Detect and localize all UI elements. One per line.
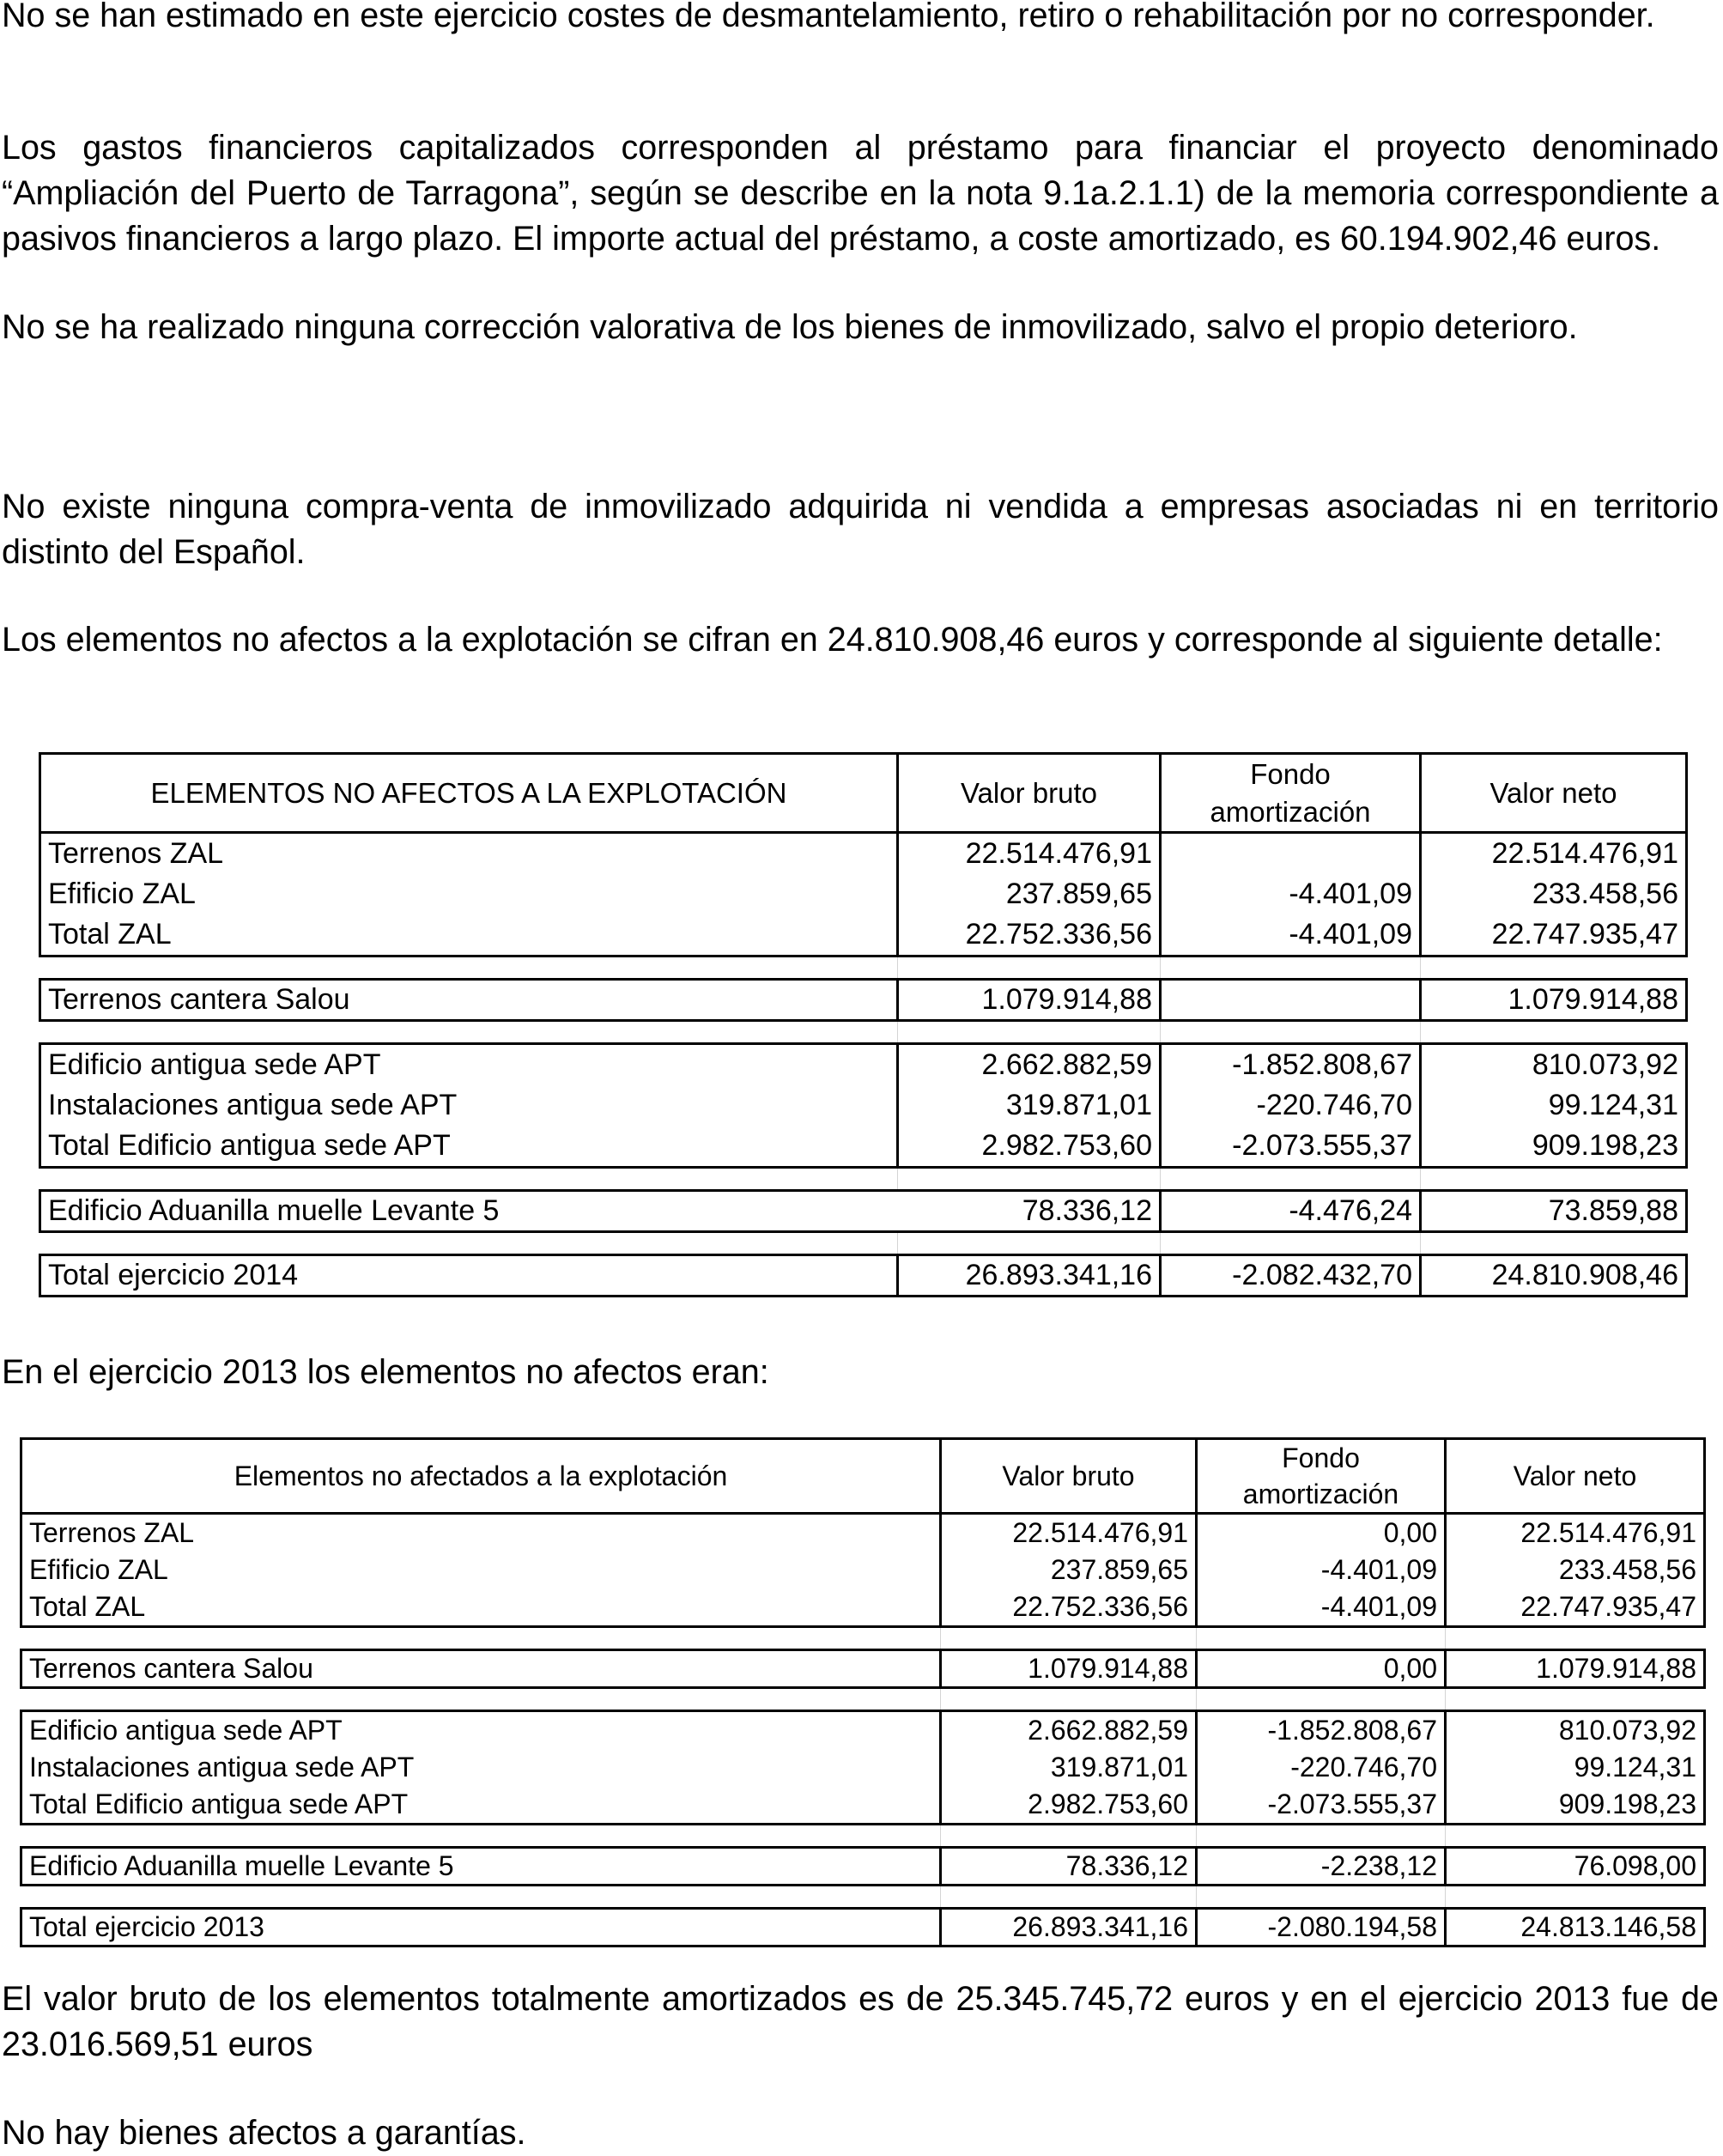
- spacer-row: [21, 1886, 1705, 1909]
- cell-valor-bruto: 2.982.753,60: [941, 1787, 1197, 1825]
- table-row: [21, 1514, 1705, 1552]
- paragraph-sales-purchases: No existe ninguna compra-venta de inmovilizado adquirida ni vendida a empresas asociadas ni en territorio distinto del Español.: [2, 488, 1719, 571]
- table-total-row: [40, 1255, 1687, 1297]
- row-label: Edificio Aduanilla muelle Levante 5: [40, 1191, 898, 1232]
- spacer-row: [21, 1627, 1705, 1650]
- cell-valor-neto: 24.810.908,46: [1421, 1255, 1687, 1297]
- cell-fondo: -1.852.808,67: [1161, 1044, 1421, 1085]
- cell-fondo: -2.080.194,58: [1197, 1909, 1446, 1946]
- table-2013: [20, 1437, 1706, 1947]
- table-row: [21, 1589, 1705, 1627]
- cell-fondo: -4.401,09: [1161, 874, 1421, 915]
- cell-fondo: -4.401,09: [1197, 1589, 1446, 1627]
- cell-valor-bruto: 1.079.914,88: [898, 980, 1161, 1021]
- cell-valor-neto: 909.198,23: [1421, 1127, 1687, 1168]
- cell-fondo: -2.082.432,70: [1161, 1255, 1421, 1297]
- row-label: Total ZAL: [21, 1589, 941, 1627]
- cell-valor-neto: 909.198,23: [1446, 1787, 1705, 1825]
- cell-valor-neto: 22.747.935,47: [1446, 1589, 1705, 1627]
- row-label: Total Edificio antigua sede APT: [21, 1787, 941, 1825]
- table-row: [40, 1191, 1687, 1232]
- cell-valor-neto: 810.073,92: [1421, 1044, 1687, 1085]
- cell-valor-bruto: 237.859,65: [898, 874, 1161, 915]
- header-valor-neto: Valor neto: [1446, 1439, 1705, 1514]
- header-concept: Elementos no afectados a la explotación: [21, 1439, 941, 1514]
- cell-fondo: [1161, 980, 1421, 1021]
- cell-valor-bruto: 319.871,01: [941, 1749, 1197, 1787]
- cell-valor-bruto: 26.893.341,16: [898, 1255, 1161, 1297]
- row-label: Total ZAL: [40, 915, 898, 957]
- cell-valor-neto: 1.079.914,88: [1446, 1650, 1705, 1688]
- row-label: Instalaciones antigua sede APT: [40, 1085, 898, 1127]
- cell-valor-bruto: 22.752.336,56: [941, 1589, 1197, 1627]
- paragraph-valuation-correction: No se ha realizado ninguna corrección valorativa de los bienes de inmovilizado, salvo el propio deterioro.: [2, 308, 1578, 346]
- cell-valor-neto: 22.514.476,91: [1446, 1514, 1705, 1552]
- table-row: [40, 915, 1687, 957]
- cell-fondo: -2.073.555,37: [1197, 1787, 1446, 1825]
- cell-valor-bruto: 26.893.341,16: [941, 1909, 1197, 1946]
- paragraph-fully-amortized: El valor bruto de los elementos totalmente amortizados es de 25.345.745,72 euros y en el ejercicio 2013 fue de 23.016.569,51 euros: [2, 1980, 1719, 2063]
- cell-valor-neto: 810.073,92: [1446, 1711, 1705, 1749]
- cell-valor-bruto: 22.514.476,91: [941, 1514, 1197, 1552]
- cell-valor-bruto: 78.336,12: [941, 1848, 1197, 1886]
- cell-valor-bruto: 78.336,12: [898, 1191, 1161, 1232]
- cell-valor-neto: 99.124,31: [1446, 1749, 1705, 1787]
- cell-valor-neto: 22.747.935,47: [1421, 915, 1687, 957]
- cell-valor-bruto: 237.859,65: [941, 1552, 1197, 1589]
- row-label: Efificio ZAL: [21, 1552, 941, 1589]
- cell-fondo: -4.401,09: [1161, 915, 1421, 957]
- cell-fondo: -2.238,12: [1197, 1848, 1446, 1886]
- cell-fondo: -4.401,09: [1197, 1552, 1446, 1589]
- row-label: Edificio Aduanilla muelle Levante 5: [21, 1848, 941, 1886]
- table-2014: [39, 752, 1688, 1297]
- table-total-row: [21, 1909, 1705, 1946]
- row-label: Terrenos cantera Salou: [21, 1650, 941, 1688]
- cell-fondo: -220.746,70: [1161, 1085, 1421, 1127]
- cell-valor-bruto: 22.752.336,56: [898, 915, 1161, 957]
- row-label: Terrenos ZAL: [21, 1514, 941, 1552]
- spacer-row: [21, 1825, 1705, 1848]
- row-label: Total ejercicio 2013: [21, 1909, 941, 1946]
- spacer-row: [21, 1688, 1705, 1711]
- cell-fondo: -1.852.808,67: [1197, 1711, 1446, 1749]
- cell-valor-neto: 1.079.914,88: [1421, 980, 1687, 1021]
- cell-fondo: -4.476,24: [1161, 1191, 1421, 1232]
- table-header-row: [21, 1439, 1705, 1514]
- row-label: Edificio antigua sede APT: [40, 1044, 898, 1085]
- header-valor-bruto: Valor bruto: [941, 1439, 1197, 1514]
- table-header-row: [40, 754, 1687, 833]
- spacer-row: [40, 1168, 1687, 1191]
- row-label: Efificio ZAL: [40, 874, 898, 915]
- table-row: [21, 1552, 1705, 1589]
- cell-valor-neto: 22.514.476,91: [1421, 833, 1687, 874]
- paragraph-dismantling-costs: No se han estimado en este ejercicio costes de desmantelamiento, retiro o rehabilitación por no corresponder.: [2, 0, 1655, 34]
- cell-valor-bruto: 2.982.753,60: [898, 1127, 1161, 1168]
- cell-valor-bruto: 22.514.476,91: [898, 833, 1161, 874]
- cell-valor-neto: 233.458,56: [1446, 1552, 1705, 1589]
- table-row: [40, 1085, 1687, 1127]
- cell-valor-bruto: 2.662.882,59: [941, 1711, 1197, 1749]
- paragraph-guarantees: No hay bienes afectos a garantías.: [2, 2114, 526, 2152]
- cell-valor-neto: 76.098,00: [1446, 1848, 1705, 1886]
- cell-fondo: -220.746,70: [1197, 1749, 1446, 1787]
- cell-fondo: 0,00: [1197, 1650, 1446, 1688]
- paragraph-capitalized-financial-costs: Los gastos financieros capitalizados corresponden al préstamo para financiar el proyecto denominado “Ampliación del Puerto de Tarragona”, según se describe en la nota 9.1a.2.1.1) de la memoria correspondiente a pasivos financieros a largo plazo. El importe actual del préstamo, a coste amortizado, es 60.194.902,46 euros.: [2, 129, 1719, 258]
- row-label: Edificio antigua sede APT: [21, 1711, 941, 1749]
- cell-valor-neto: 99.124,31: [1421, 1085, 1687, 1127]
- table-row: [21, 1848, 1705, 1886]
- spacer-row: [40, 957, 1687, 980]
- header-valor-neto: Valor neto: [1421, 754, 1687, 833]
- row-label: Total Edificio antigua sede APT: [40, 1127, 898, 1168]
- table-row: [21, 1650, 1705, 1688]
- paragraph-2013-intro: En el ejercicio 2013 los elementos no afectos eran:: [2, 1353, 769, 1391]
- cell-valor-bruto: 319.871,01: [898, 1085, 1161, 1127]
- table-row: [40, 874, 1687, 915]
- paragraph-non-operating-elements: Los elementos no afectos a la explotación se cifran en 24.810.908,46 euros y corresponde al siguiente detalle:: [2, 621, 1663, 659]
- row-label: Total ejercicio 2014: [40, 1255, 898, 1297]
- cell-valor-bruto: 1.079.914,88: [941, 1650, 1197, 1688]
- cell-valor-neto: 24.813.146,58: [1446, 1909, 1705, 1946]
- cell-fondo: [1161, 833, 1421, 874]
- table-row: [21, 1787, 1705, 1825]
- header-fondo-amortizacion: Fondo amortización: [1161, 754, 1421, 833]
- table-row: [21, 1711, 1705, 1749]
- cell-valor-neto: 233.458,56: [1421, 874, 1687, 915]
- table-row: [21, 1749, 1705, 1787]
- header-concept: ELEMENTOS NO AFECTOS A LA EXPLOTACIÓN: [40, 754, 898, 833]
- spacer-row: [40, 1232, 1687, 1255]
- cell-valor-bruto: 2.662.882,59: [898, 1044, 1161, 1085]
- spacer-row: [40, 1021, 1687, 1044]
- row-label: Terrenos cantera Salou: [40, 980, 898, 1021]
- row-label: Instalaciones antigua sede APT: [21, 1749, 941, 1787]
- cell-valor-neto: 73.859,88: [1421, 1191, 1687, 1232]
- table-row: [40, 980, 1687, 1021]
- table-row: [40, 833, 1687, 874]
- header-valor-bruto: Valor bruto: [898, 754, 1161, 833]
- header-fondo-amortizacion: Fondo amortización: [1197, 1439, 1446, 1514]
- row-label: Terrenos ZAL: [40, 833, 898, 874]
- table-row: [40, 1127, 1687, 1168]
- cell-fondo: 0,00: [1197, 1514, 1446, 1552]
- table-row: [40, 1044, 1687, 1085]
- cell-fondo: -2.073.555,37: [1161, 1127, 1421, 1168]
